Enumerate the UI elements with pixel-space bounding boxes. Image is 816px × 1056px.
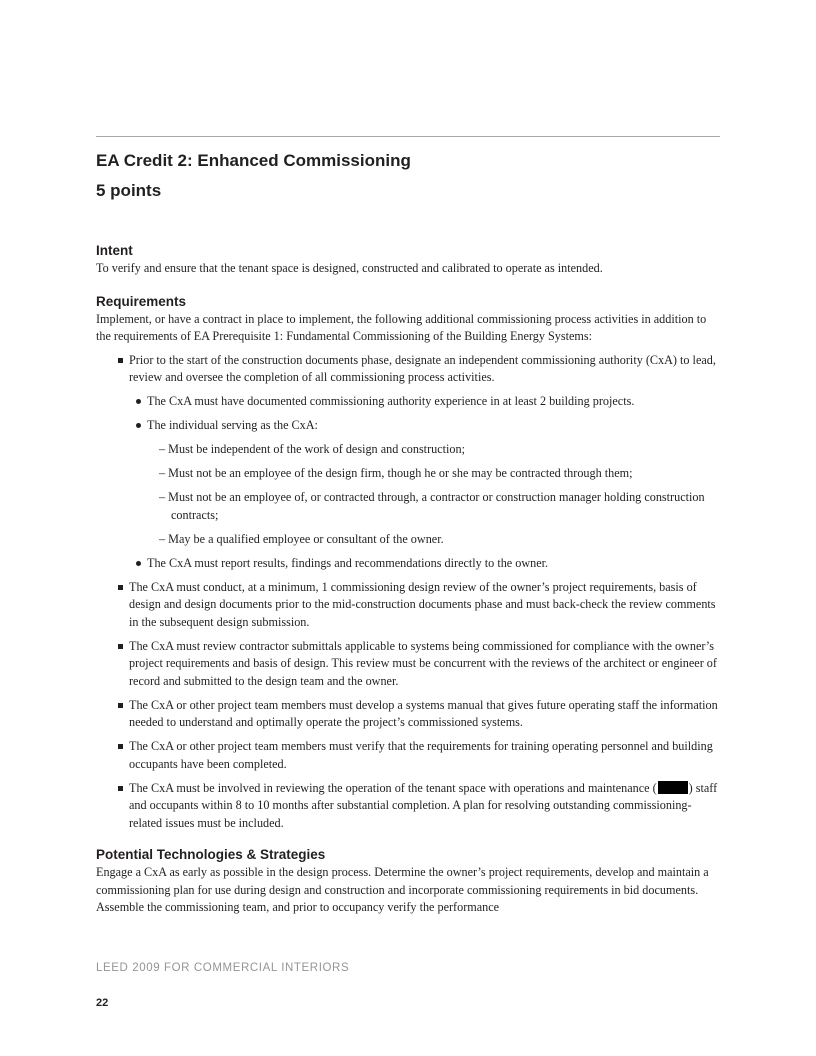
- credit-section: [96, 150, 720, 917]
- requirement-item: [96, 352, 720, 573]
- redaction-box: [658, 781, 688, 794]
- dash-item: – Must not be an employee of, or contracted through, a contractor or construction manager holding construction contracts;: [159, 490, 705, 522]
- dash-item: – Must be independent of the work of design and construction;: [159, 442, 465, 456]
- cxa-dash-list: [147, 441, 720, 548]
- requirement-item: The CxA or other project team members must develop a systems manual that gives future operating staff the information needed to understand and optimally operate the project’s commissioned systems.: [96, 697, 720, 732]
- page-number: 22: [96, 997, 109, 1009]
- footer-title: LEED 2009 FOR COMMERCIAL INTERIORS: [96, 962, 350, 974]
- top-divider: [96, 136, 720, 137]
- cxa-sub-list: [129, 393, 720, 572]
- requirement-item: The CxA must review contractor submittals applicable to systems being commissioned for compliance with the owner’s project requirements and basis of design. This review must be concurrent with the reviews of the architect or engineer of record and submitted to the design team and the owner.: [96, 638, 720, 691]
- sub-item: The CxA must report results, findings and recommendations directly to the owner.: [129, 555, 720, 573]
- requirement-item: The CxA or other project team members must verify that the requirements for training operating personnel and building occupants have been completed.: [96, 738, 720, 773]
- requirement-item: The CxA must conduct, at a minimum, 1 commissioning design review of the owner’s project requirements, basis of design and design documents prior to the mid-construction documents phase and must back-check the review comments in the subsequent design submission.: [96, 579, 720, 632]
- credit-points: 5 points: [96, 181, 162, 200]
- dash-item: – Must not be an employee of the design firm, though he or she may be contracted through them;: [159, 466, 633, 480]
- requirements-intro: Implement, or have a contract in place to implement, the following additional commissioning process activities in addition to the requirements of EA Prerequisite 1: Fundamental Commissioning of the Building Energy Systems:: [96, 311, 707, 343]
- sub-item: The CxA must have documented commissioning authority experience in at least 2 building projects.: [129, 393, 720, 411]
- requirement-item: [96, 780, 720, 833]
- requirements-section: [96, 293, 720, 833]
- intent-section: [96, 242, 720, 278]
- intent-heading: Intent: [96, 243, 133, 258]
- requirements-list: [96, 352, 720, 833]
- intent-text: To verify and ensure that the tenant space is designed, constructed and calibrated to operate as intended.: [96, 261, 603, 275]
- sub-item-text: The individual serving as the CxA:: [147, 418, 318, 432]
- credit-title: EA Credit 2: Enhanced Commissioning: [96, 151, 411, 170]
- strategies-text: Engage a CxA as early as possible in the design process. Determine the owner’s project requirements, develop and maintain a commissioning plan for use during design and construction and incorporate commissioning requirements in bid documents. Assemble the commissioning team, and prior to occupancy verify the performance: [96, 865, 709, 914]
- requirement-text-before: The CxA must be involved in reviewing the operation of the tenant space with operations and maintenance (: [129, 780, 657, 795]
- requirements-heading: Requirements: [96, 293, 187, 309]
- dash-item: – May be a qualified employee or consultant of the owner.: [159, 531, 444, 546]
- strategies-section: [96, 846, 720, 917]
- requirement-text: Prior to the start of the construction documents phase, designate an independent commissioning authority (CxA) to lead, review and oversee the completion of all commissioning process activities.: [129, 352, 716, 384]
- sub-item: [129, 417, 720, 548]
- requirement-text-after: ) staff and occupants within 8 to 10 months after substantial completion. A plan for resolving outstanding commissioning-related issues must be included.: [129, 780, 718, 830]
- strategies-heading: Potential Technologies & Strategies: [96, 847, 326, 862]
